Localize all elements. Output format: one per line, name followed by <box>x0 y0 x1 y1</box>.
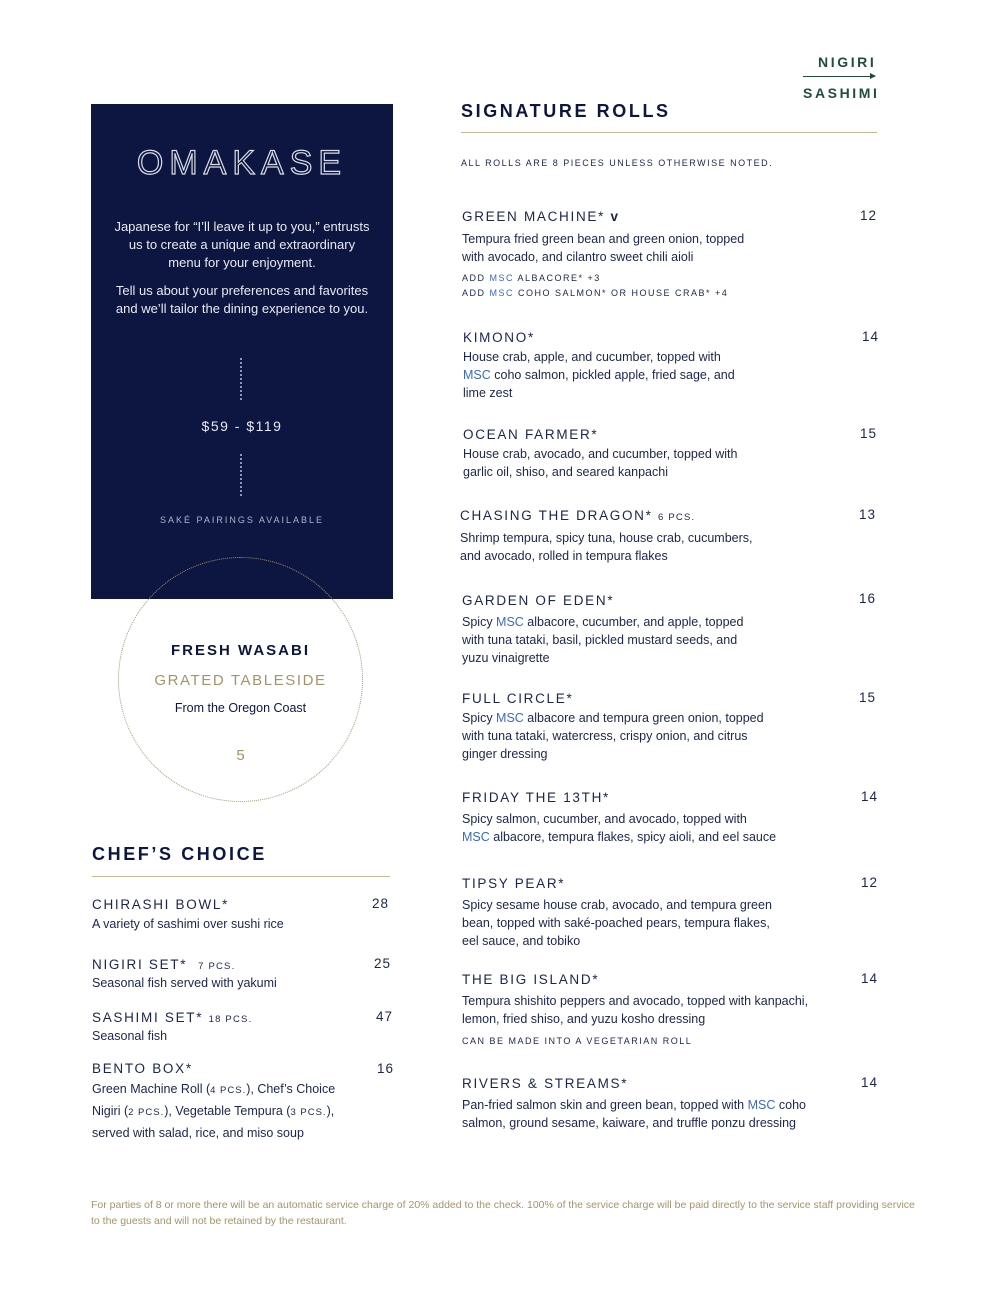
section-rule <box>92 876 390 877</box>
menu-item-name: GREEN MACHINE* v <box>462 209 620 224</box>
dotted-divider <box>240 358 242 400</box>
menu-item-name: GARDEN OF EDEN* <box>462 593 615 608</box>
menu-item-note: CAN BE MADE INTO A VEGETARIAN ROLL <box>462 1036 693 1046</box>
menu-item-name: RIVERS & STREAMS* <box>462 1076 629 1091</box>
menu-item-description: A variety of sashimi over sushi rice <box>92 917 284 931</box>
menu-item-description: Tempura fried green bean and green onion, topped with avocado, and cilantro sweet chili aioli <box>462 232 745 264</box>
menu-item-price: 28 <box>372 896 390 911</box>
menu-item-name: OCEAN FARMER* <box>463 427 599 442</box>
menu-item-price: 12 <box>861 875 879 890</box>
wasabi-origin: From the Oregon Coast <box>174 701 307 715</box>
menu-item-name: NIGIRI SET* 7 PCS. <box>92 957 236 972</box>
menu-item-name: THE BIG ISLAND* <box>462 972 600 987</box>
wasabi-price: 5 <box>236 747 245 764</box>
omakase-preferences-text: Tell us about your preferences and favorites and we’ll tailor the dining experience to you. <box>115 283 369 316</box>
menu-item-description: Shrimp tempura, spicy tuna, house crab, cucumbers, and avocado, rolled in tempura flakes <box>460 531 753 563</box>
menu-item-name: SASHIMI SET* 18 PCS. <box>92 1010 253 1025</box>
chefs-choice-heading: CHEF’S CHOICE <box>92 844 267 864</box>
menu-item-description: Spicy sesame house crab, avocado, and tempura green bean, topped with saké-poached pears, tempura flakes, eel sauce, and tobiko <box>462 898 772 948</box>
menu-item-price: 15 <box>860 426 878 441</box>
rolls-note: ALL ROLLS ARE 8 PIECES UNLESS OTHERWISE NOTED. <box>461 158 774 168</box>
menu-item-addon: ADD MSC COHO SALMON* OR HOUSE CRAB* +4 <box>462 288 729 298</box>
wasabi-title: FRESH WASABI <box>170 642 310 659</box>
vegetarian-icon: v <box>610 209 620 224</box>
omakase-price: $59 - $119 <box>201 418 283 434</box>
menu-item-price: 16 <box>859 591 877 606</box>
menu-item-description: Pan-fried salmon skin and green bean, topped with MSC coho salmon, ground sesame, kaiware, and truffle ponzu dressing <box>462 1098 806 1130</box>
menu-item-description: Green Machine Roll (4 PCS.), Chef’s Choice Nigiri (2 PCS.), Vegetable Tempura (3 PCS.), served with salad, rice, and miso soup <box>92 1082 336 1140</box>
menu-item-description: House crab, apple, and cucumber, topped with MSC coho salmon, pickled apple, fried sage, and lime zest <box>463 350 735 400</box>
menu-item-description: Spicy MSC albacore, cucumber, and apple, topped with tuna tataki, basil, pickled mustard seeds, and yuzu vinaigrette <box>462 615 744 665</box>
section-rule <box>461 132 877 133</box>
menu-item-description: Tempura shishito peppers and avocado, topped with kanpachi, lemon, fried shiso, and yuzu kosho dressing <box>462 994 809 1026</box>
sake-pairings-note: SAKÉ PAIRINGS AVAILABLE <box>159 515 325 525</box>
menu-item-price: 12 <box>860 208 878 223</box>
menu-item-price: 14 <box>861 789 879 804</box>
menu-item-name: TIPSY PEAR* <box>462 876 566 891</box>
nav-nigiri-link[interactable]: NIGIRI <box>818 54 877 70</box>
menu-item-description: Spicy salmon, cucumber, and avocado, topped with MSC albacore, tempura flakes, spicy aioli, and eel sauce <box>462 812 777 844</box>
menu-item-name: BENTO BOX* <box>92 1061 193 1076</box>
menu-item-name: KIMONO* <box>463 330 535 345</box>
menu-item-name: FRIDAY THE 13TH* <box>462 790 610 805</box>
menu-item-description: House crab, avocado, and cucumber, topped with garlic oil, shiso, and seared kanpachi <box>463 447 738 479</box>
menu-item-description: Seasonal fish <box>92 1029 168 1043</box>
menu-item-price: 16 <box>377 1061 395 1076</box>
menu-item-price: 14 <box>861 1075 879 1090</box>
arrow-right-icon <box>803 76 875 77</box>
wasabi-subtitle: GRATED TABLESIDE <box>154 672 327 689</box>
menu-item-name: CHASING THE DRAGON* 6 PCS. <box>460 508 696 523</box>
menu-item-price: 14 <box>861 971 879 986</box>
menu-item-description: Seasonal fish served with yakumi <box>92 976 277 990</box>
omakase-title: OMAKASE <box>136 144 348 182</box>
omakase-description: Japanese for “I’ll leave it up to you,” entrusts us to create a unique and extraordinary menu for your enjoyment. <box>114 219 370 270</box>
omakase-panel <box>91 104 393 599</box>
menu-item-price: 25 <box>374 956 392 971</box>
menu-item-addon: ADD MSC ALBACORE* +3 <box>462 273 601 283</box>
service-charge-note: For parties of 8 or more there will be an automatic service charge of 20% added to the check. 100% of the service charge will be paid directly to the service staff providing service to the guests and will not be retained by the restaurant. <box>91 1199 915 1227</box>
menu-item-description: Spicy MSC albacore and tempura green onion, topped with tuna tataki, watercress, crispy onion, and citrus ginger dressing <box>462 711 764 761</box>
menu-item-price: 13 <box>859 507 877 522</box>
menu-item-price: 15 <box>859 690 877 705</box>
menu-item-price: 14 <box>862 329 880 344</box>
menu-item-price: 47 <box>376 1009 394 1024</box>
menu-item-name: FULL CIRCLE* <box>462 691 574 706</box>
signature-rolls-heading: SIGNATURE ROLLS <box>461 101 671 121</box>
dotted-divider <box>240 454 242 496</box>
menu-item-name: CHIRASHI BOWL* <box>92 897 230 912</box>
nav-sashimi-link[interactable]: SASHIMI <box>803 85 880 101</box>
